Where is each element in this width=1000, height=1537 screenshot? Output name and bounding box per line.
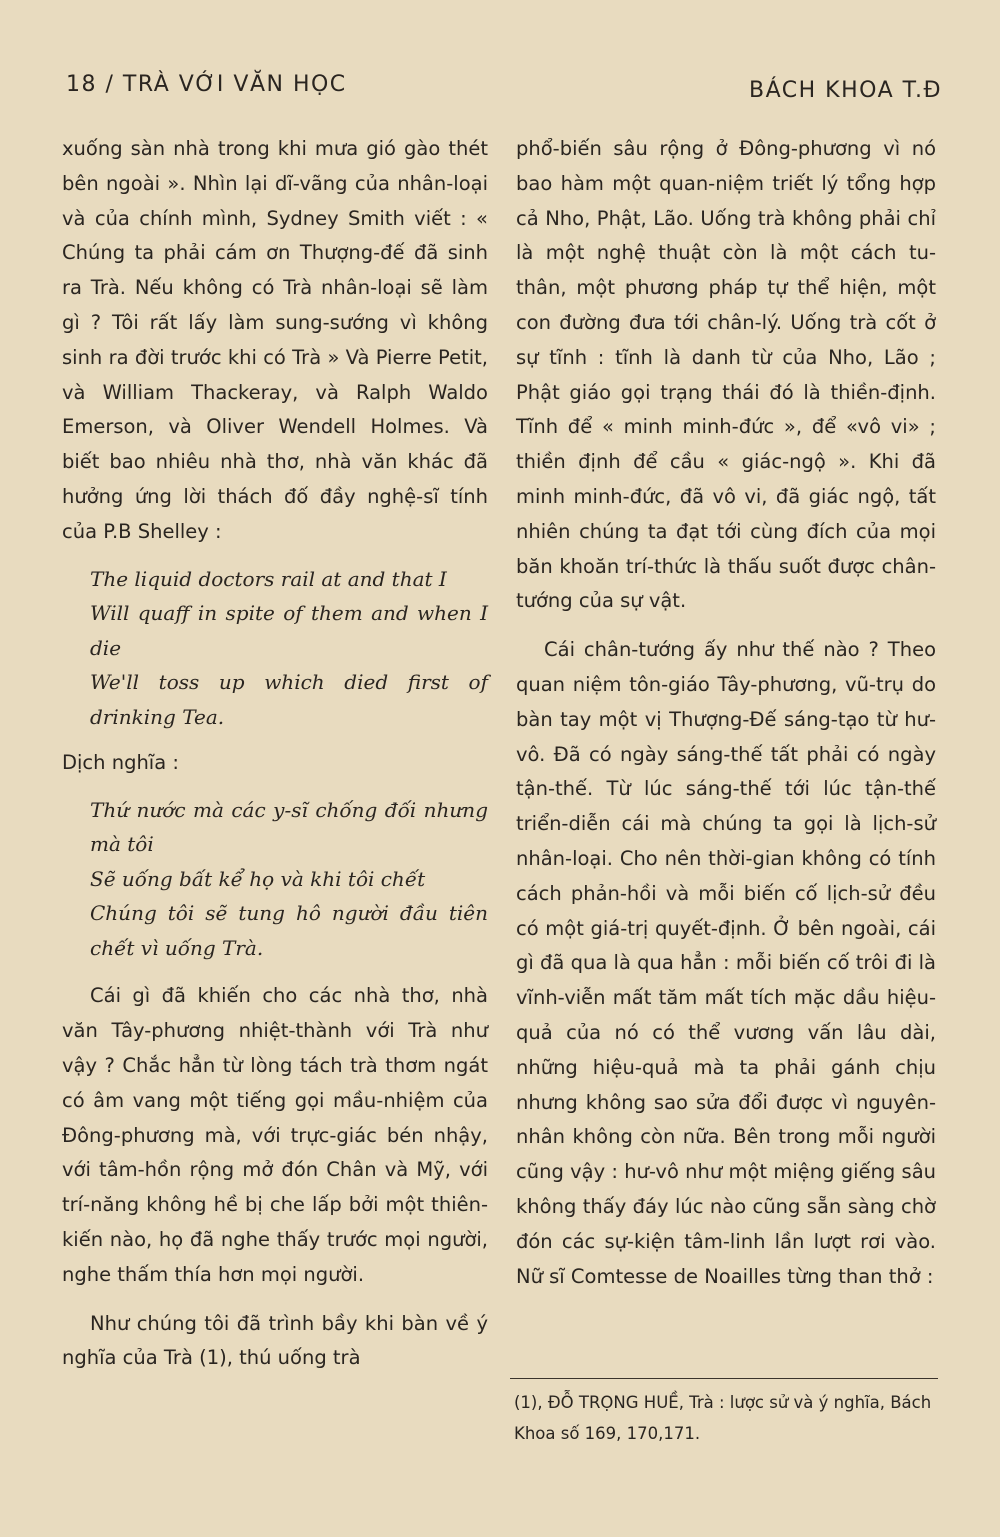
verse-line: We'll toss up which died first of drinking Tea. [90,670,488,729]
english-verse [62,562,488,735]
paragraph: Như chúng tôi đã trình bầy khi bàn về ý nghĩa của Trà (1), thú uống trà [62,1311,488,1370]
magazine-name: BÁCH KHOA T.Đ [749,78,942,103]
footnote [510,1378,938,1449]
paragraph: phổ-biến sâu rộng ở Đông-phương vì nó bao hàm một quan-niệm triết lý tổng hợp cả Nho, Phật, Lão. Uống trà không phải chỉ là một nghệ thuật còn là một cách tu-thân, một phương pháp tự thể hiện, một con đường đưa tới chân-lý. Uống trà cốt ở sự tĩnh : tĩnh là danh từ của Nho, Lão ; Phật giáo gọi trạng thái đó là thiền-định. Tĩnh để « minh minh-đức », để «vô vi» ; thiền định để cầu « giác-ngộ ». Khi đã minh minh-đức, đã vô vi, đã giác ngộ, tất nhiên chúng ta đạt tới cùng đích của mọi băn khoăn trí-thức là thấu suốt được chân-tướng của sự vật. [516,137,936,613]
paragraph: Cái gì đã khiến cho các nhà thơ, nhà văn Tây-phương nhiệt-thành với Trà như vậy ? Chắc hẳn từ lòng tách trà thơm ngát có âm vang một tiếng gọi mầu-nhiệm của Đông-phương mà, với trực-giác bén nhậy, với tâm-hồn rộng mở đón Chân và Mỹ, với trí-năng không hề bị che lấp bởi một thiên-kiến nào, họ đã nghe thấy trước mọi người, nghe thấm thía hơn mọi người. [62,984,488,1286]
translation-label: Dịch nghĩa : [62,751,179,775]
right-column [516,132,936,1294]
running-title: 18 / TRÀ VỚI VĂN HỌC [66,72,347,97]
verse-line: Chúng tôi sẽ tung hô người đầu tiên chết vì uống Trà. [90,901,488,960]
paragraph: xuống sàn nhà trong khi mưa gió gào thét bên ngoài ». Nhìn lại dĩ-vãng của nhân-loại và của chính mình, Sydney Smith viết : « Chúng ta phải cám ơn Thượng-đế đã sinh ra Trà. Nếu không có Trà nhân-loại sẽ làm gì ? Tôi rất lấy làm sung-sướng vì không sinh ra đời trước khi có Trà » Và Pierre Petit, và William Thackeray, và Ralph Waldo Emerson, và Oliver Wendell Holmes. Và biết bao nhiêu nhà thơ, nhà văn khác đã hưởng ứng lời thách đố đầy nghệ-sĩ tính của P.B Shelley : [62,137,488,543]
vietnamese-verse [62,793,488,966]
verse-line: Sẽ uống bất kể họ và khi tôi chết [90,866,426,891]
verse-line: The liquid doctors rail at and that I [90,566,447,591]
page-header [66,72,942,106]
footnote-text: (1), ĐỖ TRỌNG HUỀ, Trà : lược sử và ý nghĩa, Bách Khoa số 169, 170,171. [514,1393,932,1443]
verse-line: Thứ nước mà các y-sĩ chống đối nhưng mà tôi [90,797,488,857]
verse-line: Will quaff in spite of them and when I die [90,601,488,660]
paragraph: Cái chân-tướng ấy như thế nào ? Theo quan niệm tôn-giáo Tây-phương, vũ-trụ do bàn tay một vị Thượng-Đế sáng-tạo từ hư-vô. Đã có ngày sáng-thế tất phải có ngày tận-thế. Từ lúc sáng-thế tới lúc tận-thế triển-diễn cái mà chúng ta gọi là lịch-sử nhân-loại. Cho nên thời-gian không có tính cách phản-hồi và mỗi biến cố lịch-sử đều có một giá-trị quyết-định. Ở bên ngoài, cái gì đã qua là qua hẳn : mỗi biến cố trôi đi là vĩnh-viễn mất tăm mất tích mặc dầu hiệu-quả của nó có thể vương vấn lâu dài, những hiệu-quả mà ta phải gánh chịu nhưng không sao sửa đổi được vì nguyên-nhân không còn nữa. Bên trong mỗi người cũng vậy : hư-vô như một miệng giếng sâu không thấy đáy lúc nào cũng sẵn sàng chờ đón các sự-kiện tâm-linh lần lượt rơi vào. Nữ sĩ Comtesse de Noailles từng than thở : [516,638,936,1288]
left-column [62,132,488,1376]
